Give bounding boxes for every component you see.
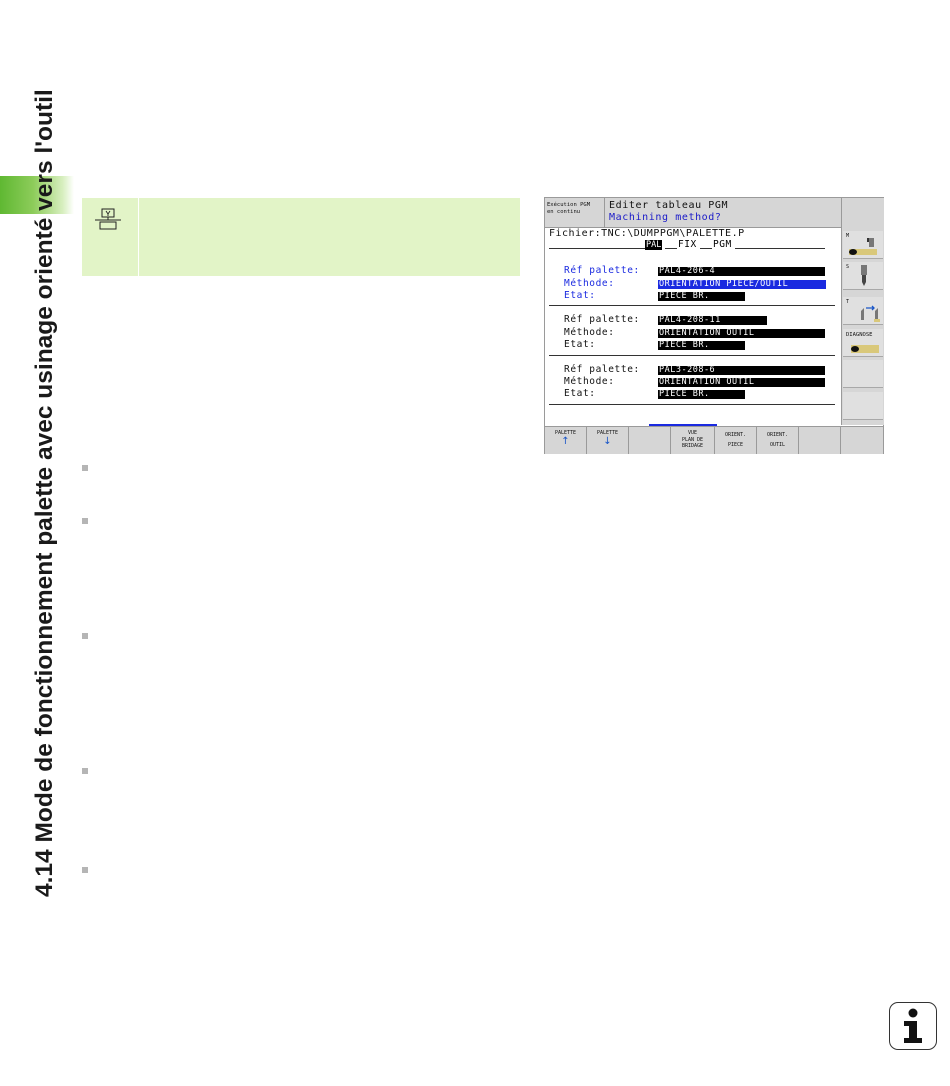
pallet-state-label: Etat: bbox=[564, 339, 596, 350]
softkey-empty[interactable] bbox=[843, 392, 883, 420]
bullet-marker bbox=[82, 633, 88, 639]
info-icon bbox=[889, 1002, 937, 1050]
bottom-softkey-bar bbox=[545, 426, 883, 454]
tnc-screen bbox=[544, 197, 884, 454]
diagnose-icon bbox=[847, 341, 881, 355]
tab-line bbox=[700, 248, 712, 249]
spindle-icon bbox=[847, 234, 881, 258]
pallet-state-label: Etat: bbox=[564, 388, 596, 399]
pallet-method-value[interactable]: ORIENTATION OUTIL bbox=[658, 329, 825, 338]
pallet-state-label: Etat: bbox=[564, 290, 596, 301]
mode-line-2: en continu bbox=[547, 209, 581, 215]
pallet-method-value[interactable]: ORIENTATION PIECE/OUTIL bbox=[658, 280, 826, 289]
softkey-t-functions[interactable] bbox=[843, 297, 883, 325]
softkey-m-label: M bbox=[846, 233, 850, 239]
pallet-state-value[interactable]: PIECE BR. bbox=[658, 292, 745, 301]
tab-line-left bbox=[549, 248, 645, 249]
operating-mode-box[interactable] bbox=[545, 198, 605, 227]
pallet-method-label: Méthode: bbox=[564, 376, 615, 387]
pallet-separator bbox=[549, 355, 835, 356]
pallet-ref-label: Réf palette: bbox=[564, 314, 640, 325]
softkey-empty[interactable] bbox=[843, 360, 883, 388]
softkey-m-functions[interactable] bbox=[843, 231, 883, 259]
softkey-view-clamping-plan[interactable] bbox=[671, 427, 715, 454]
softkey-orient-piece-line-1: ORIENT. bbox=[724, 432, 747, 438]
mode-line-1: Exécution PGM bbox=[547, 202, 591, 208]
tab-line bbox=[665, 248, 677, 249]
softkey-diagnose[interactable] bbox=[843, 329, 883, 357]
tool-change-icon bbox=[857, 300, 883, 324]
softkey-orient-tool-line-1: ORIENT. bbox=[766, 432, 789, 438]
softkey-row-indicator bbox=[649, 424, 717, 426]
tnc-header bbox=[545, 198, 841, 228]
softkey-palette-up-label: PALETTE bbox=[554, 430, 577, 436]
tab-pgm[interactable]: PGM bbox=[713, 239, 732, 250]
tab-line-right bbox=[735, 248, 825, 249]
softkey-view-line-2: PLAN DE bbox=[681, 436, 704, 443]
machine-parameter-icon bbox=[93, 208, 123, 232]
editor-title: Editer tableau PGM bbox=[609, 200, 729, 211]
chapter-title: 4.14 Mode de fonctionnement palette avec usinage orienté vers l'outil bbox=[31, 89, 58, 897]
softkey-s-label: S bbox=[846, 264, 850, 270]
softkey-empty[interactable] bbox=[629, 427, 671, 454]
softkey-palette-down-label: PALETTE bbox=[596, 430, 619, 436]
bullet-marker bbox=[82, 465, 88, 471]
arrow-down-icon: ↓ bbox=[603, 435, 612, 447]
pallet-ref-label: Réf palette: bbox=[564, 265, 640, 276]
softkey-orient-tool[interactable] bbox=[757, 427, 799, 454]
pallet-state-value[interactable]: PIECE BR. bbox=[658, 341, 745, 350]
softkey-orient-piece[interactable] bbox=[715, 427, 757, 454]
bullet-marker bbox=[82, 518, 88, 524]
file-path: Fichier:TNC:\DUMPPGM\PALETTE.P bbox=[549, 228, 745, 239]
pallet-separator bbox=[549, 305, 835, 306]
tab-fix[interactable]: FIX bbox=[678, 239, 697, 250]
dialog-prompt: Machining method? bbox=[609, 212, 722, 223]
softkey-orient-tool-line-2: OUTIL bbox=[769, 441, 786, 448]
bullet-marker bbox=[82, 768, 88, 774]
note-icon-cell bbox=[82, 198, 139, 276]
pallet-separator bbox=[549, 404, 835, 405]
pallet-method-label: Méthode: bbox=[564, 278, 615, 289]
pallet-state-value[interactable]: PIECE BR. bbox=[658, 390, 745, 399]
pallet-ref-value[interactable]: PAL4-208-11 bbox=[658, 316, 767, 325]
pallet-ref-value[interactable]: PAL3-208-6 bbox=[658, 366, 825, 375]
tool-icon bbox=[855, 264, 873, 288]
right-softkey-bar bbox=[841, 198, 884, 425]
tab-pal[interactable]: PAL bbox=[646, 240, 662, 250]
softkey-view-line-1: VUE bbox=[687, 430, 698, 436]
pallet-method-value[interactable]: ORIENTATION OUTIL bbox=[658, 378, 825, 387]
pallet-ref-label: Réf palette: bbox=[564, 364, 640, 375]
softkey-t-label: T bbox=[846, 299, 850, 305]
softkey-view-line-3: BRIDAGE bbox=[681, 443, 704, 449]
softkey-empty[interactable] bbox=[841, 427, 883, 454]
softkey-orient-piece-line-2: PIECE bbox=[727, 441, 744, 448]
bullet-marker bbox=[82, 867, 88, 873]
softkey-diagnose-label: DIAGNOSE bbox=[846, 332, 873, 338]
softkey-empty[interactable] bbox=[799, 427, 841, 454]
softkey-palette-up[interactable] bbox=[545, 427, 587, 454]
pallet-method-label: Méthode: bbox=[564, 327, 615, 338]
pallet-ref-value[interactable]: PAL4-206-4 bbox=[658, 267, 825, 276]
arrow-up-icon: ↑ bbox=[561, 435, 570, 447]
info-glyph-icon bbox=[890, 1003, 935, 1048]
softkey-palette-down[interactable] bbox=[587, 427, 629, 454]
note-box bbox=[82, 198, 520, 276]
softkey-s-functions[interactable] bbox=[843, 262, 883, 290]
